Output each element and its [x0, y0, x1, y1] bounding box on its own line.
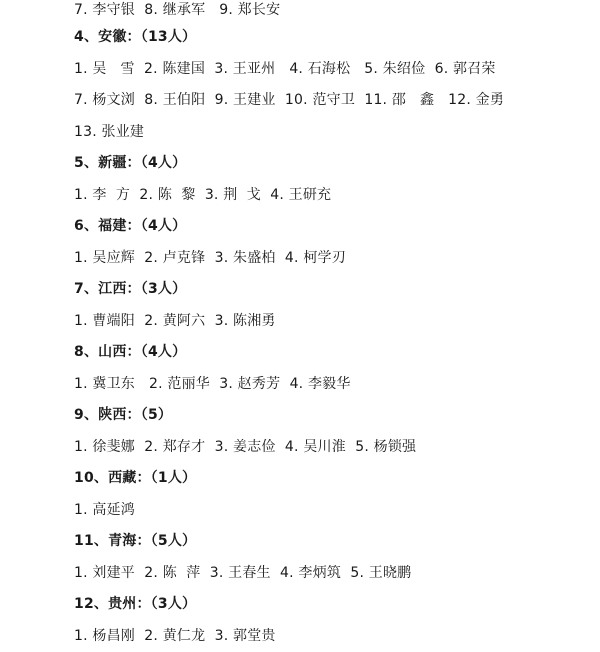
province-heading: 7、江西：（3人）: [74, 274, 584, 306]
name-list-line: 1. 曹端阳 2. 黄阿六 3. 陈湘勇: [74, 306, 584, 338]
province-heading: 6、福建：（4人）: [74, 211, 584, 243]
name-list-line: 1. 冀卫东 2. 范丽华 3. 赵秀芳 4. 李毅华: [74, 369, 584, 401]
province-heading: 5、新疆：（4人）: [74, 148, 584, 180]
name-list-line: 13. 张业建: [74, 117, 584, 149]
province-heading: 11、青海：（5人）: [74, 526, 584, 558]
province-heading: 4、安徽：（13人）: [74, 22, 584, 54]
name-list-line: 1. 李 方 2. 陈 黎 3. 荆 戈 4. 王研充: [74, 180, 584, 212]
name-list-line: 1. 吴 雪 2. 陈建国 3. 王亚州 4. 石海松 5. 朱绍俭 6. 郭召荣: [74, 54, 584, 86]
province-heading: 10、西藏：（1人）: [74, 463, 584, 495]
name-list-line: 1. 徐斐娜 2. 郑存才 3. 姜志俭 4. 吴川淮 5. 杨锁强: [74, 432, 584, 464]
name-list-line: 1. 高延鸿: [74, 495, 584, 527]
document-body: [74, 0, 584, 652]
name-list-line: 7. 李守银 8. 继承军 9. 郑长安: [74, 0, 584, 22]
province-heading: 9、陕西：（5）: [74, 400, 584, 432]
name-list-line: 7. 杨文浏 8. 王伯阳 9. 王建业 10. 范守卫 11. 邵 鑫 12. 金勇: [74, 85, 584, 117]
province-heading: 12、贵州：（3人）: [74, 589, 584, 621]
name-list-line: 1. 杨昌刚 2. 黄仁龙 3. 郭堂贵: [74, 621, 584, 652]
name-list-line: 1. 刘建平 2. 陈 萍 3. 王春生 4. 李炳筑 5. 王晓鹏: [74, 558, 584, 590]
name-list-line: 1. 吴应辉 2. 卢克锋 3. 朱盛柏 4. 柯学刃: [74, 243, 584, 275]
province-heading: 8、山西：（4人）: [74, 337, 584, 369]
